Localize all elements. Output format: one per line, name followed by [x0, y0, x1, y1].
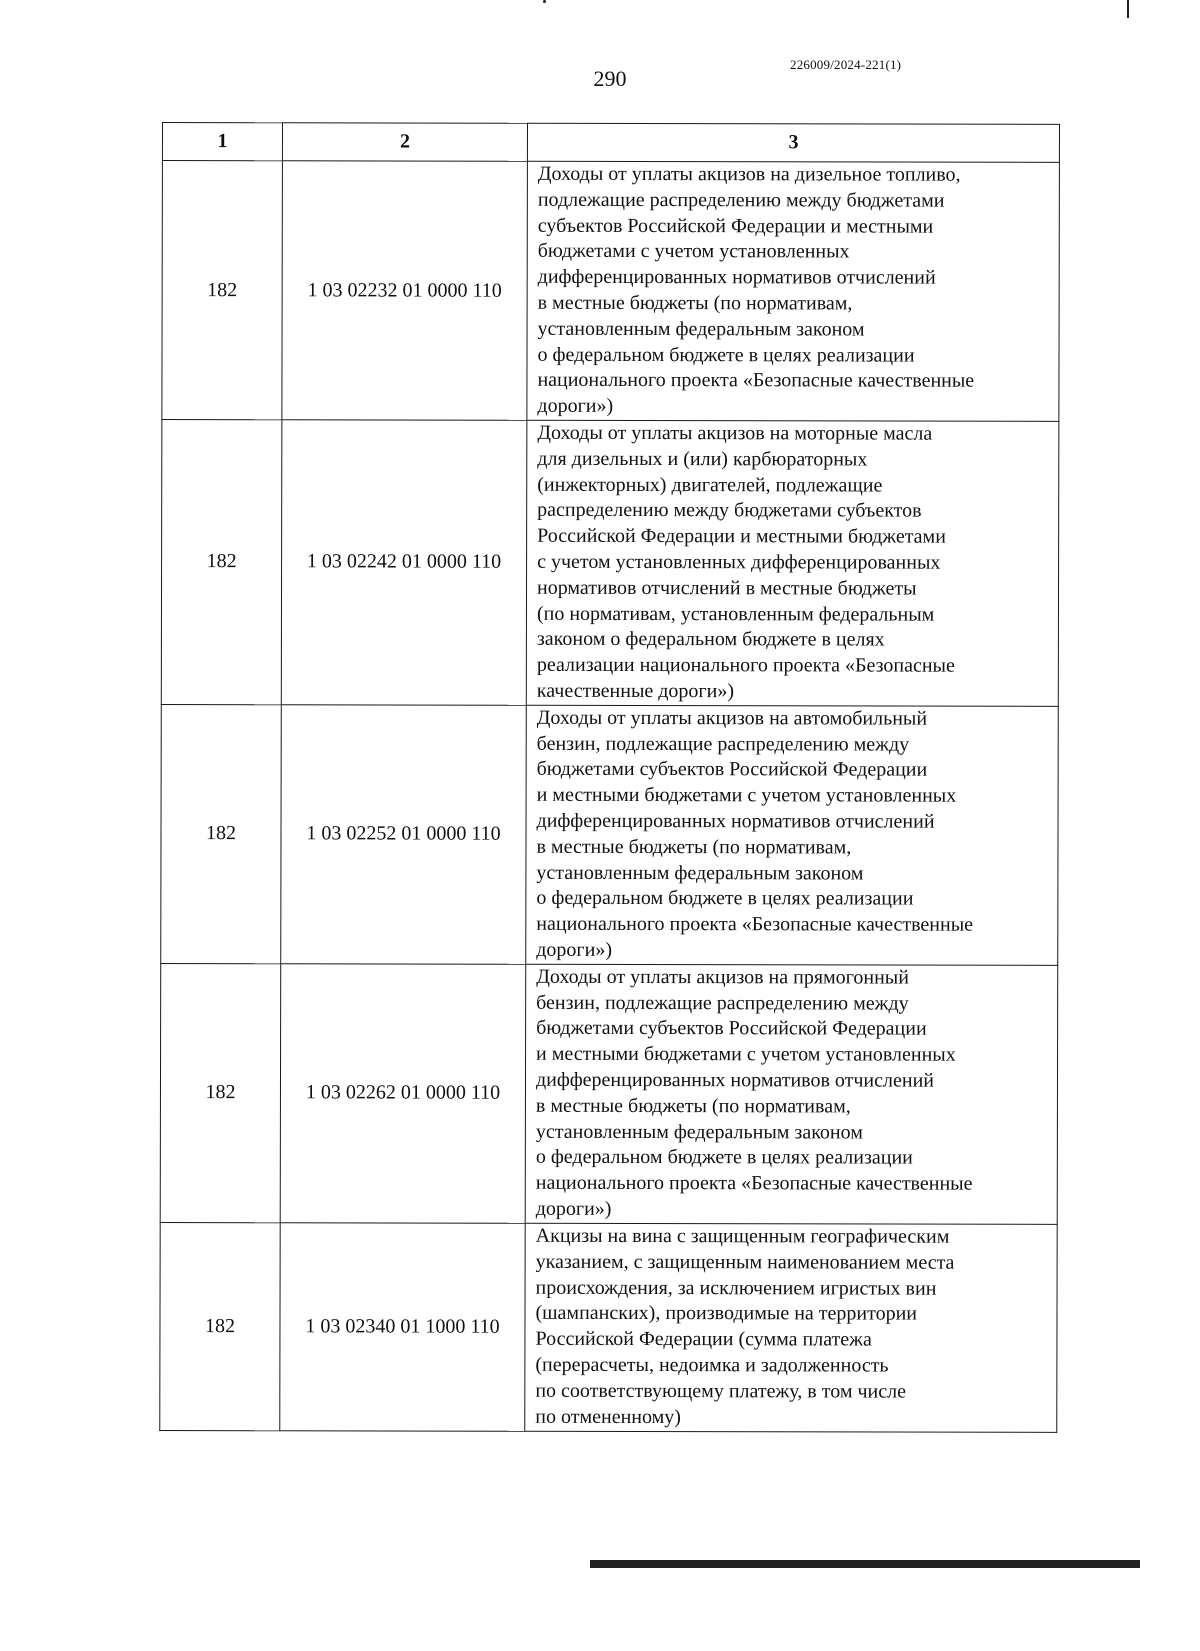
description-line: дороги») [535, 1197, 612, 1220]
description-line: реализации национального проекта «Безопасные [536, 653, 955, 677]
description-line: национального проекта «Безопасные качественные [536, 912, 974, 936]
description-cell [525, 964, 1058, 1224]
revenue-codes-table [159, 122, 1060, 1433]
description-line: (инжекторных) двигателей, подлежащие [537, 473, 883, 497]
description-line: Российской Федерации (сумма платежа [535, 1328, 872, 1351]
description-line: происхождения, за исключением игристых вин [535, 1276, 937, 1300]
kbk-code-cell: 1 03 02232 01 0000 110 [282, 161, 528, 421]
description-line: законом о федеральном бюджете в целях [536, 628, 885, 651]
description-line: Акцизы на вина с защищенным географическим [535, 1224, 950, 1248]
column-header-2: 2 [282, 123, 527, 162]
document-number: 226009/2024-221(1) [790, 57, 902, 72]
description-line: по отмененному) [535, 1405, 681, 1428]
admin-code-cell: 182 [160, 963, 281, 1222]
kbk-code-cell: 1 03 02340 01 1000 110 [280, 1222, 525, 1431]
scan-mark-top-right [1127, 0, 1129, 18]
admin-code-cell: 182 [161, 704, 282, 963]
description-line: о федеральном бюджете в целях реализации [536, 887, 914, 910]
description-line: о федеральном бюджете в целях реализации [535, 1146, 913, 1169]
description-line: национального проекта «Безопасные качественные [537, 369, 975, 393]
description-line: указанием, с защищенным наименованием места [535, 1250, 955, 1274]
description-cell [527, 161, 1060, 421]
description-line: по соответствующему платежу, в том числе [535, 1379, 907, 1403]
description-line: нормативов отчислений в местные бюджеты [537, 576, 917, 600]
admin-code-cell: 182 [162, 161, 283, 420]
description-cell [526, 705, 1059, 965]
description-line: распределению между бюджетами субъектов [537, 499, 922, 522]
description-line: бюджетами с учетом установленных [537, 240, 850, 263]
page-number: 290 [593, 66, 627, 91]
description-line: дифференцированных нормативов отчислений [537, 265, 936, 289]
description-line: подлежащие распределению между бюджетами [537, 188, 945, 212]
description-line: бюджетами субъектов Российской Федерации [536, 758, 928, 781]
table-row [161, 704, 1059, 965]
description-line: бюджетами субъектов Российской Федерации [536, 1017, 927, 1040]
description-line: Российской Федерации и местными бюджетами [537, 524, 946, 548]
description-line: дифференцированных нормативов отчислений [536, 809, 935, 833]
kbk-code-cell: 1 03 02262 01 0000 110 [280, 963, 526, 1223]
admin-code-cell: 182 [161, 420, 282, 705]
description-line: и местными бюджетами с учетом установленных [536, 783, 957, 807]
description-line: установленным федеральным законом [535, 1120, 863, 1144]
description-line: для дизельных и (или) карбюраторных [537, 447, 868, 471]
description-line: в местные бюджеты (по нормативам, [535, 1094, 851, 1118]
description-line: в местные бюджеты (по нормативам, [537, 291, 853, 315]
description-line: качественные дороги») [536, 679, 735, 703]
description-line: и местными бюджетами с учетом установленных [536, 1042, 956, 1066]
kbk-code-cell: 1 03 02242 01 0000 110 [281, 420, 527, 705]
description-line: установленным федеральным законом [536, 861, 864, 885]
description-line: дороги») [536, 938, 613, 961]
description-line: в местные бюджеты (по нормативам, [536, 835, 852, 859]
column-header-3: 3 [527, 123, 1059, 162]
description-line: Доходы от уплаты акцизов на моторные масла [537, 421, 933, 445]
description-line: национального проекта «Безопасные качественные [535, 1171, 973, 1195]
description-line: Доходы от уплаты акцизов на дизельное топливо, [537, 162, 961, 186]
description-line: (по нормативам, установленным федеральным [536, 602, 935, 626]
scan-mark-top [543, 0, 546, 3]
description-line: (перерасчеты, недоимка и задолженность [535, 1353, 889, 1377]
table-row [162, 161, 1060, 422]
kbk-code-cell: 1 03 02252 01 0000 110 [281, 705, 527, 964]
description-line: Доходы от уплаты акцизов на автомобильный [536, 706, 928, 730]
table-row [161, 420, 1059, 707]
description-line: дороги») [537, 394, 614, 418]
description-line: бензин, подлежащие распределению между [536, 991, 909, 1015]
description-line: дифференцированных нормативов отчислений [535, 1068, 935, 1092]
description-line: с учетом установленных дифференцированных [537, 550, 941, 574]
description-line: Доходы от уплаты акцизов на прямогонный [536, 965, 909, 989]
description-line: о федеральном бюджете в целях реализации [537, 343, 915, 367]
scan-mark-bottom [590, 1560, 1140, 1568]
description-cell [526, 420, 1059, 706]
column-header-1: 1 [162, 123, 282, 161]
table-row [160, 963, 1058, 1224]
table-header-row [162, 123, 1059, 163]
description-line: бензин, подлежащие распределению между [536, 732, 910, 756]
description-line: субъектов Российской Федерации и местными [537, 214, 934, 238]
admin-code-cell: 182 [160, 1222, 280, 1430]
description-cell [525, 1223, 1057, 1432]
description-line: (шампанских), производимые на территории [535, 1302, 918, 1326]
description-line: установленным федеральным законом [537, 317, 865, 341]
table-row [160, 1222, 1057, 1432]
